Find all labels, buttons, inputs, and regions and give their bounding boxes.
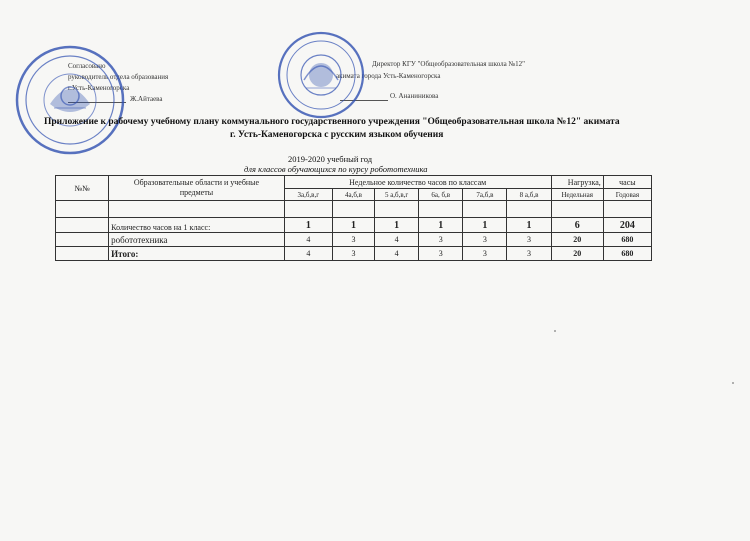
- cell-value: 4: [375, 233, 419, 247]
- cell-value: 4: [284, 233, 332, 247]
- table-row-total: [56, 247, 652, 261]
- cell-value: 3: [507, 233, 551, 247]
- cell-value: 1: [375, 218, 419, 233]
- table-row-hours-per-class: [56, 218, 652, 233]
- heading-line2: г. Усть-Каменогорска с русским языком обучения: [230, 130, 444, 140]
- cell-weekly: 20: [551, 233, 603, 247]
- grade-col-3: 5 а,б,в,г: [375, 189, 419, 201]
- scan-speck: [554, 330, 556, 332]
- cell-weekly: 6: [551, 218, 603, 233]
- cell-value: 1: [419, 218, 463, 233]
- left-seal-stamp: [14, 44, 126, 156]
- right-seal-stamp: [276, 30, 366, 120]
- grade-col-2: 4а,б,в: [332, 189, 374, 201]
- header-subject-line1: Образовательные области и учебные: [133, 178, 260, 187]
- header-subject-line2: предметы: [179, 188, 214, 197]
- row-label: Количество часов на 1 класс:: [109, 218, 285, 233]
- table-row-robotics: [56, 233, 652, 247]
- academic-year: 2019-2020 учебный год: [288, 154, 373, 164]
- header-subject: [109, 176, 285, 201]
- grade-col-4: 6а, б,в: [419, 189, 463, 201]
- left-approval-line3: г.Усть-Каменогорска: [68, 84, 130, 92]
- grade-col-1: 3а,б,в,г: [284, 189, 332, 201]
- right-signature-name: О. Ананиникова: [390, 92, 439, 100]
- left-signature-name: Ж.Айтаева: [130, 95, 163, 103]
- scan-speck: [732, 382, 734, 384]
- header-weekly-hours: Недельное количество часов по классам: [284, 176, 551, 189]
- cell-value: 3: [332, 247, 374, 261]
- left-approval-line2: руководитель отдела образования: [68, 73, 169, 81]
- table-subtitle: для классов обучающихся по курсу робототехника: [244, 164, 428, 174]
- header-number: №№: [56, 176, 109, 201]
- cell-value: 3: [419, 247, 463, 261]
- table-header-row: [56, 176, 652, 189]
- right-approval-line1: Директор КГУ "Общеобразовательная школа №12": [372, 60, 525, 68]
- cell-value: 1: [507, 218, 551, 233]
- header-annual: Годовая: [603, 189, 651, 201]
- cell-value: 1: [463, 218, 507, 233]
- right-approval-line2: акимата города Усть-Каменогорска: [336, 72, 441, 80]
- cell-value: 3: [463, 233, 507, 247]
- curriculum-table: [55, 175, 652, 261]
- grade-col-5: 7а,б,в: [463, 189, 507, 201]
- row-label: Итого:: [109, 247, 285, 261]
- cell-annual: 204: [603, 218, 651, 233]
- cell-value: 1: [332, 218, 374, 233]
- cell-value: 4: [375, 247, 419, 261]
- grade-col-6: 8 а,б,в: [507, 189, 551, 201]
- row-label: робототехника: [109, 233, 285, 247]
- cell-annual: 680: [603, 247, 651, 261]
- cell-value: 1: [284, 218, 332, 233]
- cell-value: 3: [332, 233, 374, 247]
- left-approval-line1: Согласовано: [68, 62, 106, 70]
- header-weekly-total: Недельная: [551, 189, 603, 201]
- cell-value: 3: [463, 247, 507, 261]
- cell-weekly: 20: [551, 247, 603, 261]
- cell-value: 4: [284, 247, 332, 261]
- table-spacer-row: [56, 201, 652, 218]
- header-hours: часы: [603, 176, 651, 189]
- cell-value: 3: [419, 233, 463, 247]
- cell-value: 3: [507, 247, 551, 261]
- cell-annual: 680: [603, 233, 651, 247]
- heading-line1: Приложение к рабочему учебному плану коммунального государственного учреждения "Общеобразовательная школа №12" акимата: [44, 117, 620, 127]
- header-load: Нагрузка,: [551, 176, 603, 189]
